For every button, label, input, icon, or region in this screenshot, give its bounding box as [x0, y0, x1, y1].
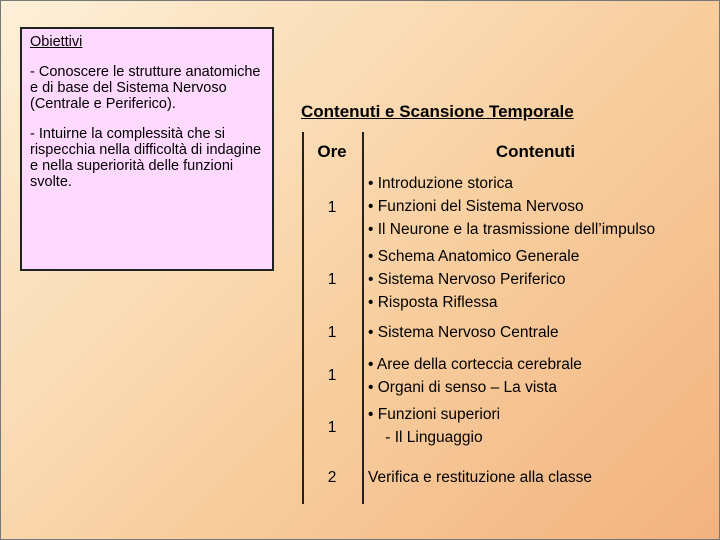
- content-line: • Introduzione storica: [368, 175, 514, 192]
- content-line: • Funzioni del Sistema Nervoso: [368, 198, 584, 215]
- table-divider-left: [302, 132, 304, 504]
- content-line: • Risposta Riflessa: [368, 294, 498, 311]
- content-line: • Funzioni superiori: [368, 406, 501, 423]
- content-line: • Sistema Nervoso Centrale: [368, 324, 559, 341]
- content-line: • Schema Anatomico Generale: [368, 248, 580, 265]
- table-row-hours: 1: [327, 199, 337, 216]
- objectives-title: Obiettivi: [30, 34, 83, 50]
- content-line: Verifica e restituzione alla classe: [368, 469, 593, 486]
- header-contenuti: Contenuti: [495, 142, 576, 161]
- objectives-box: [20, 27, 274, 271]
- content-line: • Il Neurone e la trasmissione dell’impulso: [368, 221, 656, 238]
- content-line: • Aree della corteccia cerebrale: [368, 356, 582, 373]
- table-row-content: [368, 172, 708, 241]
- table-row-hours: 1: [327, 367, 337, 384]
- table-row-content: [368, 466, 708, 489]
- table-divider-vertical: [362, 132, 364, 504]
- table-row-hours: 2: [327, 469, 337, 486]
- table-row-hours: 1: [327, 324, 337, 341]
- content-line: - Il Linguaggio: [368, 429, 483, 446]
- table-row-content: [368, 245, 708, 314]
- table-row-hours: 1: [327, 419, 337, 436]
- table-row-content: [368, 321, 708, 344]
- header-ore: Ore: [317, 142, 347, 161]
- table-row-content: [368, 403, 708, 449]
- content-line: • Sistema Nervoso Periferico: [368, 271, 566, 288]
- content-line: • Organi di senso – La vista: [368, 379, 557, 396]
- objective-item: - Intuirne la complessità che si rispecchia nella difficoltà di indagine e nella superiorità delle funzioni svolte.: [30, 126, 262, 190]
- section-title: Contenuti e Scansione Temporale: [301, 102, 574, 121]
- table-row-hours: 1: [327, 271, 337, 288]
- table-row-content: [368, 353, 708, 399]
- objective-item: - Conoscere le strutture anatomiche e di base del Sistema Nervoso (Centrale e Periferico).: [30, 64, 261, 112]
